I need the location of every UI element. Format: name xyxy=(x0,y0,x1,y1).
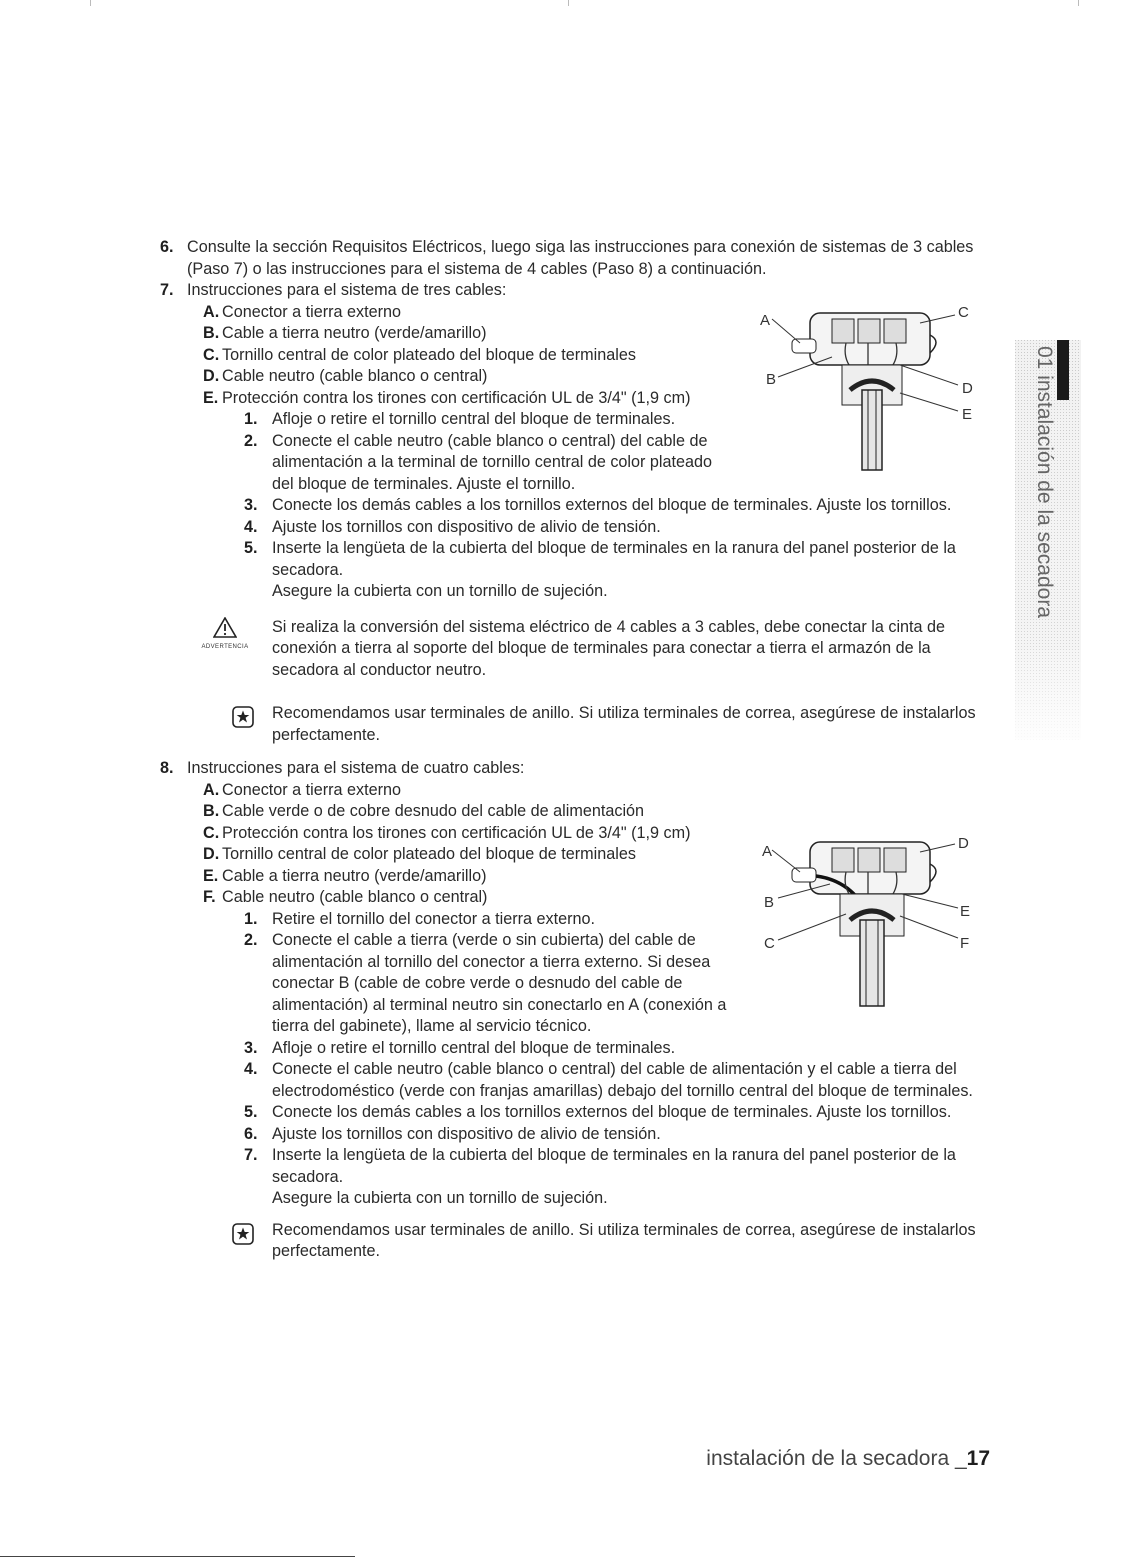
part-letter: E. xyxy=(203,866,219,885)
substep-number: 2. xyxy=(244,431,258,450)
substep-text: Conecte los demás cables a los tornillos externos del bloque de terminales. Ajuste los tornillos. xyxy=(272,496,952,514)
part-text: Protección contra los tirones con certificación UL de 3/4" (1,9 cm) xyxy=(222,388,691,407)
substep-text: Afloje o retire el tornillo central del bloque de terminales. xyxy=(272,410,676,428)
part-text: Conector a tierra externo xyxy=(222,780,402,799)
top-crop-marks xyxy=(0,0,1133,1)
substep-text: Inserte la lengüeta de la cubierta del bloque de terminales en la ranura del panel posterior de la secadora. xyxy=(272,539,956,579)
step-text: Instrucciones para el sistema de cuatro cables: xyxy=(187,759,525,777)
part-letter: F. xyxy=(203,888,216,906)
part-text: Tornillo central de color plateado del bloque de terminales xyxy=(222,845,636,863)
figure-label-b: B xyxy=(764,894,775,911)
warning-label: ADVERTENCIA xyxy=(201,644,249,650)
step-6 xyxy=(160,237,990,280)
note-text: Recomendamos usar terminales de anillo. Si utiliza terminales de correa, asegúrese de instalarlos perfectamente. xyxy=(272,704,976,744)
substep-number: 5. xyxy=(244,1103,258,1121)
substep xyxy=(160,1102,990,1124)
figure-label-e: E xyxy=(960,903,971,920)
footer-section: instalación de la secadora _ xyxy=(706,1447,967,1470)
part-letter: A. xyxy=(203,302,220,321)
bottom-rule xyxy=(0,1556,355,1557)
step-number: 7. xyxy=(160,281,174,299)
substep xyxy=(160,1038,990,1060)
part-text: Cable neutro (cable blanco o central) xyxy=(222,367,488,385)
substep-text-continued: Asegure la cubierta con un tornillo de sujeción. xyxy=(272,582,608,600)
substep-number: 2. xyxy=(244,931,258,949)
substep-text: Ajuste los tornillos con dispositivo de alivio de tensión. xyxy=(272,517,661,536)
substep-text: Conecte el cable a tierra (verde o sin cubierta) del cable de alimentación al tornillo del conector a tierra externo. Si desea conectar B (cable de cobre verde o desnudo del cable de alimentación) al terminal neutro sin conectarlo en A (conexión a tierra del gabinete), llame al servicio técnico. xyxy=(272,931,727,1035)
figure-label-b: B xyxy=(766,371,777,388)
three-wire-terminal-diagram xyxy=(750,295,980,480)
substep-number: 3. xyxy=(244,1038,258,1057)
part-letter: D. xyxy=(203,367,220,385)
chapter-title: 01 instalación de la secadora xyxy=(1033,346,1056,619)
figure-label-d: D xyxy=(958,835,969,852)
part-text: Cable a tierra neutro (verde/amarillo) xyxy=(222,324,487,342)
figure-label-a: A xyxy=(760,312,771,329)
part-letter: B. xyxy=(203,802,220,820)
part-letter: D. xyxy=(203,845,220,863)
part-text: Protección contra los tirones con certificación UL de 3/4" (1,9 cm) xyxy=(222,823,691,842)
part-letter: C. xyxy=(203,345,220,364)
substep-number: 5. xyxy=(244,539,258,557)
substep xyxy=(160,538,990,603)
step-text: Instrucciones para el sistema de tres cables: xyxy=(187,281,507,299)
substep xyxy=(160,495,990,517)
warning-block xyxy=(160,617,990,682)
part-item xyxy=(160,801,990,823)
four-wire-terminal-diagram xyxy=(750,828,980,1013)
note-text: Recomendamos usar terminales de anillo. Si utiliza terminales de correa, asegúrese de instalarlos perfectamente. xyxy=(272,1220,976,1260)
step-number: 8. xyxy=(160,759,174,777)
substep xyxy=(160,1145,990,1210)
part-letter: B. xyxy=(203,324,220,342)
page-footer xyxy=(706,1447,990,1471)
warning-text: Si realiza la conversión del sistema eléctrico de 4 cables a 3 cables, debe conectar la cinta de conexión a tierra al soporte del bloque de terminales para conectar a tierra el armazón de la secadora al conductor neutro. xyxy=(272,617,946,679)
substep-text: Inserte la lengüeta de la cubierta del bloque de terminales en la ranura del panel posterior de la secadora. xyxy=(272,1146,956,1186)
note-star-icon xyxy=(232,1223,254,1252)
note-star-icon xyxy=(232,706,254,735)
substep-number: 1. xyxy=(244,410,258,428)
substep-number: 4. xyxy=(244,517,258,536)
figure-label-e: E xyxy=(962,406,973,423)
substep xyxy=(160,517,990,539)
substep xyxy=(160,930,727,1038)
substep-text: Conecte el cable neutro (cable blanco o central) del cable de alimentación a la terminal de tornillo central de color plateado del bloque de terminales. Ajuste el tornillo. xyxy=(272,431,713,493)
substep-text: Conecte los demás cables a los tornillos externos del bloque de terminales. Ajuste los tornillos. xyxy=(272,1103,952,1121)
figure-label-c: C xyxy=(958,304,969,321)
substep-number: 1. xyxy=(244,909,258,928)
step-number: 6. xyxy=(160,238,174,256)
substep-number: 7. xyxy=(244,1146,258,1164)
step-8 xyxy=(160,758,990,780)
figure-label-d: D xyxy=(962,380,973,397)
substep-text: Retire el tornillo del conector a tierra externo. xyxy=(272,909,596,928)
part-text: Cable neutro (cable blanco o central) xyxy=(222,888,488,906)
substep xyxy=(160,1124,990,1146)
substep-text: Conecte el cable neutro (cable blanco o central) del cable de alimentación y el cable a tierra del electrodoméstico (verde con franjas amarillas) debajo del tornillo central del bloque de terminales. xyxy=(272,1060,973,1100)
step-text: Consulte la sección Requisitos Eléctricos, luego siga las instrucciones para conexión de sistemas de 3 cables (Paso 7) o las instrucciones para el sistema de 4 cables (Paso 8) a continuación. xyxy=(187,238,974,278)
part-text: Tornillo central de color plateado del bloque de terminales xyxy=(222,345,636,364)
part-text: Conector a tierra externo xyxy=(222,302,402,321)
figure-label-f: F xyxy=(960,935,970,952)
part-letter: C. xyxy=(203,823,220,842)
page-number: 17 xyxy=(966,1447,990,1470)
warning-icon xyxy=(200,617,250,652)
substep-number: 6. xyxy=(244,1124,258,1143)
part-letter: A. xyxy=(203,780,220,799)
note-block xyxy=(160,1220,990,1263)
substep-text: Afloje o retire el tornillo central del bloque de terminales. xyxy=(272,1038,676,1057)
substep xyxy=(160,1059,990,1102)
substep-text-continued: Asegure la cubierta con un tornillo de sujeción. xyxy=(272,1189,608,1207)
figure-label-c: C xyxy=(764,935,775,952)
substep xyxy=(160,431,727,496)
chapter-side-tab xyxy=(1015,340,1081,740)
substep-number: 4. xyxy=(244,1060,258,1078)
figure-label-a: A xyxy=(762,843,773,860)
note-block xyxy=(160,703,990,746)
part-letter: E. xyxy=(203,388,219,407)
substep-text: Ajuste los tornillos con dispositivo de alivio de tensión. xyxy=(272,1124,661,1143)
substep-number: 3. xyxy=(244,496,258,514)
part-item xyxy=(160,780,990,802)
part-text: Cable verde o de cobre desnudo del cable de alimentación xyxy=(222,802,645,820)
part-text: Cable a tierra neutro (verde/amarillo) xyxy=(222,866,487,885)
